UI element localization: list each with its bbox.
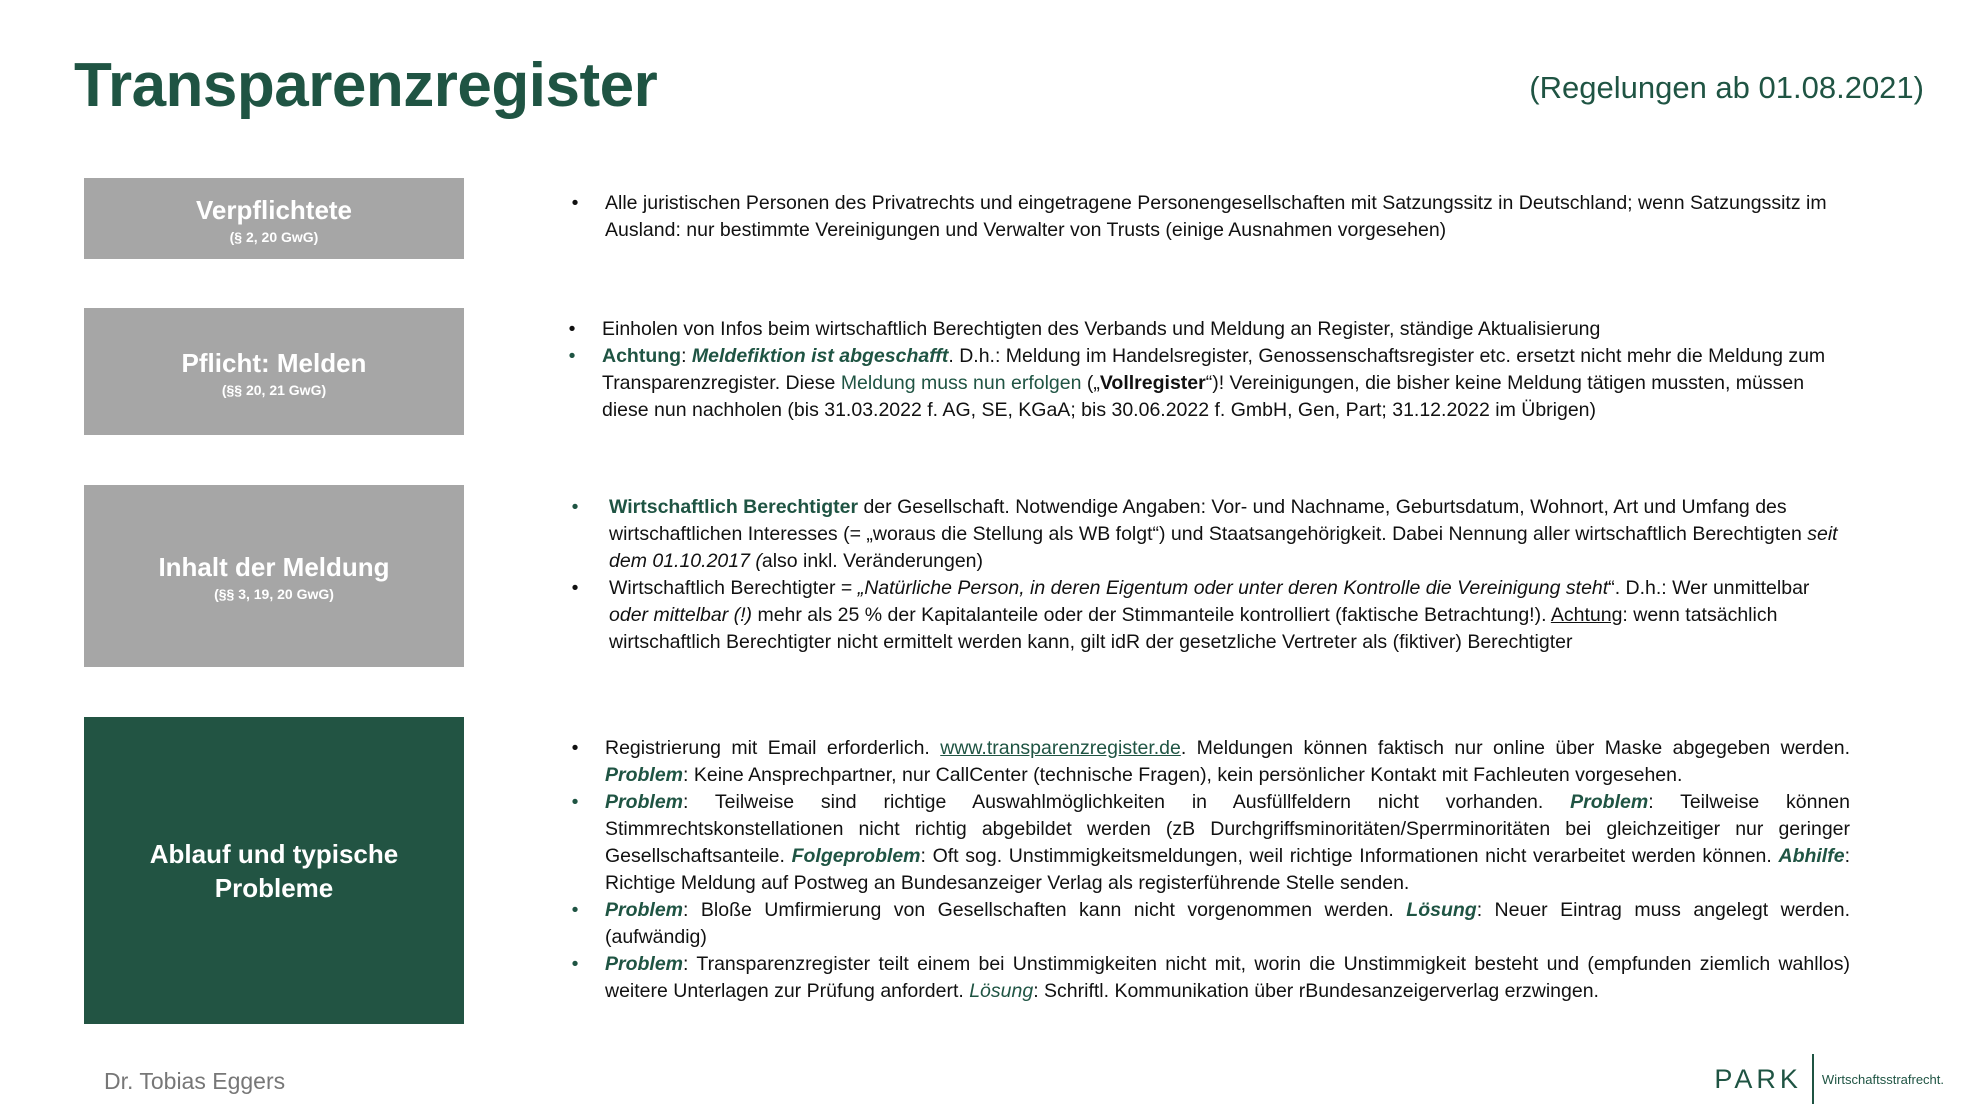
section-heading: Pflicht: Melden bbox=[181, 347, 367, 378]
section-heading: Ablauf und typische Probleme bbox=[149, 838, 399, 903]
logo-wordmark: PARK bbox=[1714, 1063, 1802, 1094]
list-item: • Wirtschaftlich Berechtigter = „Natürliche Person, in deren Eigentum oder unter deren Kontrolle die Vereinigung steht“. D.h.: Wer unmittelbar oder mittelbar (!) mehr als 25 % der Kapitalanteile oder der Stimmanteile kontrolliert (faktische Betrachtung!). Achtung: wenn tatsächlich wirtschaftlich Berechtigter nicht ermittelt werden kann, gilt idR der gesetzliche Vertreter als (fiktiver) Berechtigter bbox=[565, 575, 1845, 656]
list-item: • Achtung: Meldefiktion ist abgeschafft. D.h.: Meldung im Handelsregister, Genossenschaftsregister etc. ersetzt nicht mehr die Meldung zum Transparenzregister. Diese Meldung muss nun erfolgen („Vollregister“)! Vereinigungen, die bisher keine Meldung tätigen mussten, müssen diese nun nachholen (bis 31.03.2022 f. AG, SE, KGaA; bis 30.06.2022 f. GmbH, Gen, Part; 31.12.2022 im Übrigen) bbox=[562, 343, 1850, 424]
company-logo bbox=[1714, 1054, 1944, 1104]
bullet-icon: • bbox=[571, 577, 579, 599]
bullet-icon: • bbox=[571, 496, 579, 518]
section-box-ablauf bbox=[84, 717, 464, 1024]
section-content-verpflichtete bbox=[565, 190, 1850, 244]
section-reference: (§§ 3, 19, 20 GwG) bbox=[214, 586, 334, 602]
section-content-pflicht-melden bbox=[562, 316, 1850, 424]
list-item: • Alle juristischen Personen des Privatrechts und eingetragene Personengesellschaften mit Satzungssitz in Deutschland; wenn Satzungssitz im Ausland: nur bestimmte Vereinigungen und Verwalter von Trusts (einige Ausnahmen vorgesehen) bbox=[565, 190, 1850, 244]
list-item: • Problem: Bloße Umfirmierung von Gesellschaften kann nicht vorgenommen werden. Lösung: Neuer Eintrag muss angelegt werden. (aufwändig) bbox=[565, 897, 1850, 951]
bullet-icon: • bbox=[571, 737, 579, 759]
list-item: • Problem: Teilweise sind richtige Auswahlmöglichkeiten in Ausfüllfeldern nicht vorhanden. Problem: Teilweise können Stimmrechtskonstellationen nicht richtig abgebildet werden (zB Durchgriffsminoritäten/Sperrminoritäten bei gleichzeitiger nur geringer Gesellschaftsanteile. Folgeproblem: Oft sog. Unstimmigkeitsmeldungen, weil richtige Informationen nicht verarbeitet werden können. Abhilfe: Richtige Meldung auf Postweg an Bundesanzeiger Verlag als registerführende Stelle senden. bbox=[565, 789, 1850, 897]
bullet-icon: • bbox=[568, 345, 576, 367]
bullet-icon: • bbox=[571, 791, 579, 813]
bullet-icon: • bbox=[568, 318, 576, 340]
bullet-icon: • bbox=[571, 192, 579, 214]
section-reference: (§§ 20, 21 GwG) bbox=[221, 381, 327, 398]
logo-tagline: Wirtschaftsstrafrecht. bbox=[1821, 1071, 1944, 1087]
section-box-inhalt-der-meldung bbox=[84, 485, 464, 667]
section-content-inhalt-der-meldung bbox=[565, 494, 1845, 656]
section-heading: Verpflichtete bbox=[195, 194, 353, 225]
page-subtitle: (Regelungen ab 01.08.2021) bbox=[1529, 70, 1924, 105]
page-title: Transparenzregister bbox=[74, 51, 658, 120]
section-box-pflicht-melden bbox=[84, 308, 464, 435]
list-item: • Problem: Transparenzregister teilt einem bei Unstimmigkeiten nicht mit, worin die Unstimmigkeit besteht und (empfunden ziemlich wahllos) weitere Unterlagen zur Prüfung anfordert. Lösung: Schriftl. Kommunikation über rBundesanzeigerverlag erzwingen. bbox=[565, 951, 1850, 1005]
section-reference: (§ 2, 20 GwG) bbox=[229, 228, 319, 245]
bullet-icon: • bbox=[571, 899, 579, 921]
footer-author: Dr. Tobias Eggers bbox=[104, 1068, 286, 1094]
section-content-ablauf bbox=[565, 735, 1850, 1005]
bullet-icon: • bbox=[571, 953, 579, 975]
list-item: • Registrierung mit Email erforderlich. www.transparenzregister.de. Meldungen können faktisch nur online über Maske abgegeben werden. Problem: Keine Ansprechpartner, nur CallCenter (technische Fragen), kein persönlicher Kontakt mit Fachleuten vorgesehen. bbox=[565, 735, 1850, 789]
section-box-verpflichtete bbox=[84, 178, 464, 259]
list-item: • Wirtschaftlich Berechtigter der Gesellschaft. Notwendige Angaben: Vor- und Nachname, Geburtsdatum, Wohnort, Art und Umfang des wirtschaftlichen Interesses (= „woraus die Stellung als WB folgt“) und Staatsangehörigkeit. Dabei Nennung aller wirtschaftlich Berechtigten seit dem 01.10.2017 (also inkl. Veränderungen) bbox=[565, 494, 1845, 575]
list-item: • Einholen von Infos beim wirtschaftlich Berechtigten des Verbands und Meldung an Register, ständige Aktualisierung bbox=[562, 316, 1850, 343]
section-heading: Inhalt der Meldung bbox=[158, 552, 390, 582]
register-link[interactable]: www.transparenzregister.de bbox=[940, 737, 1181, 759]
